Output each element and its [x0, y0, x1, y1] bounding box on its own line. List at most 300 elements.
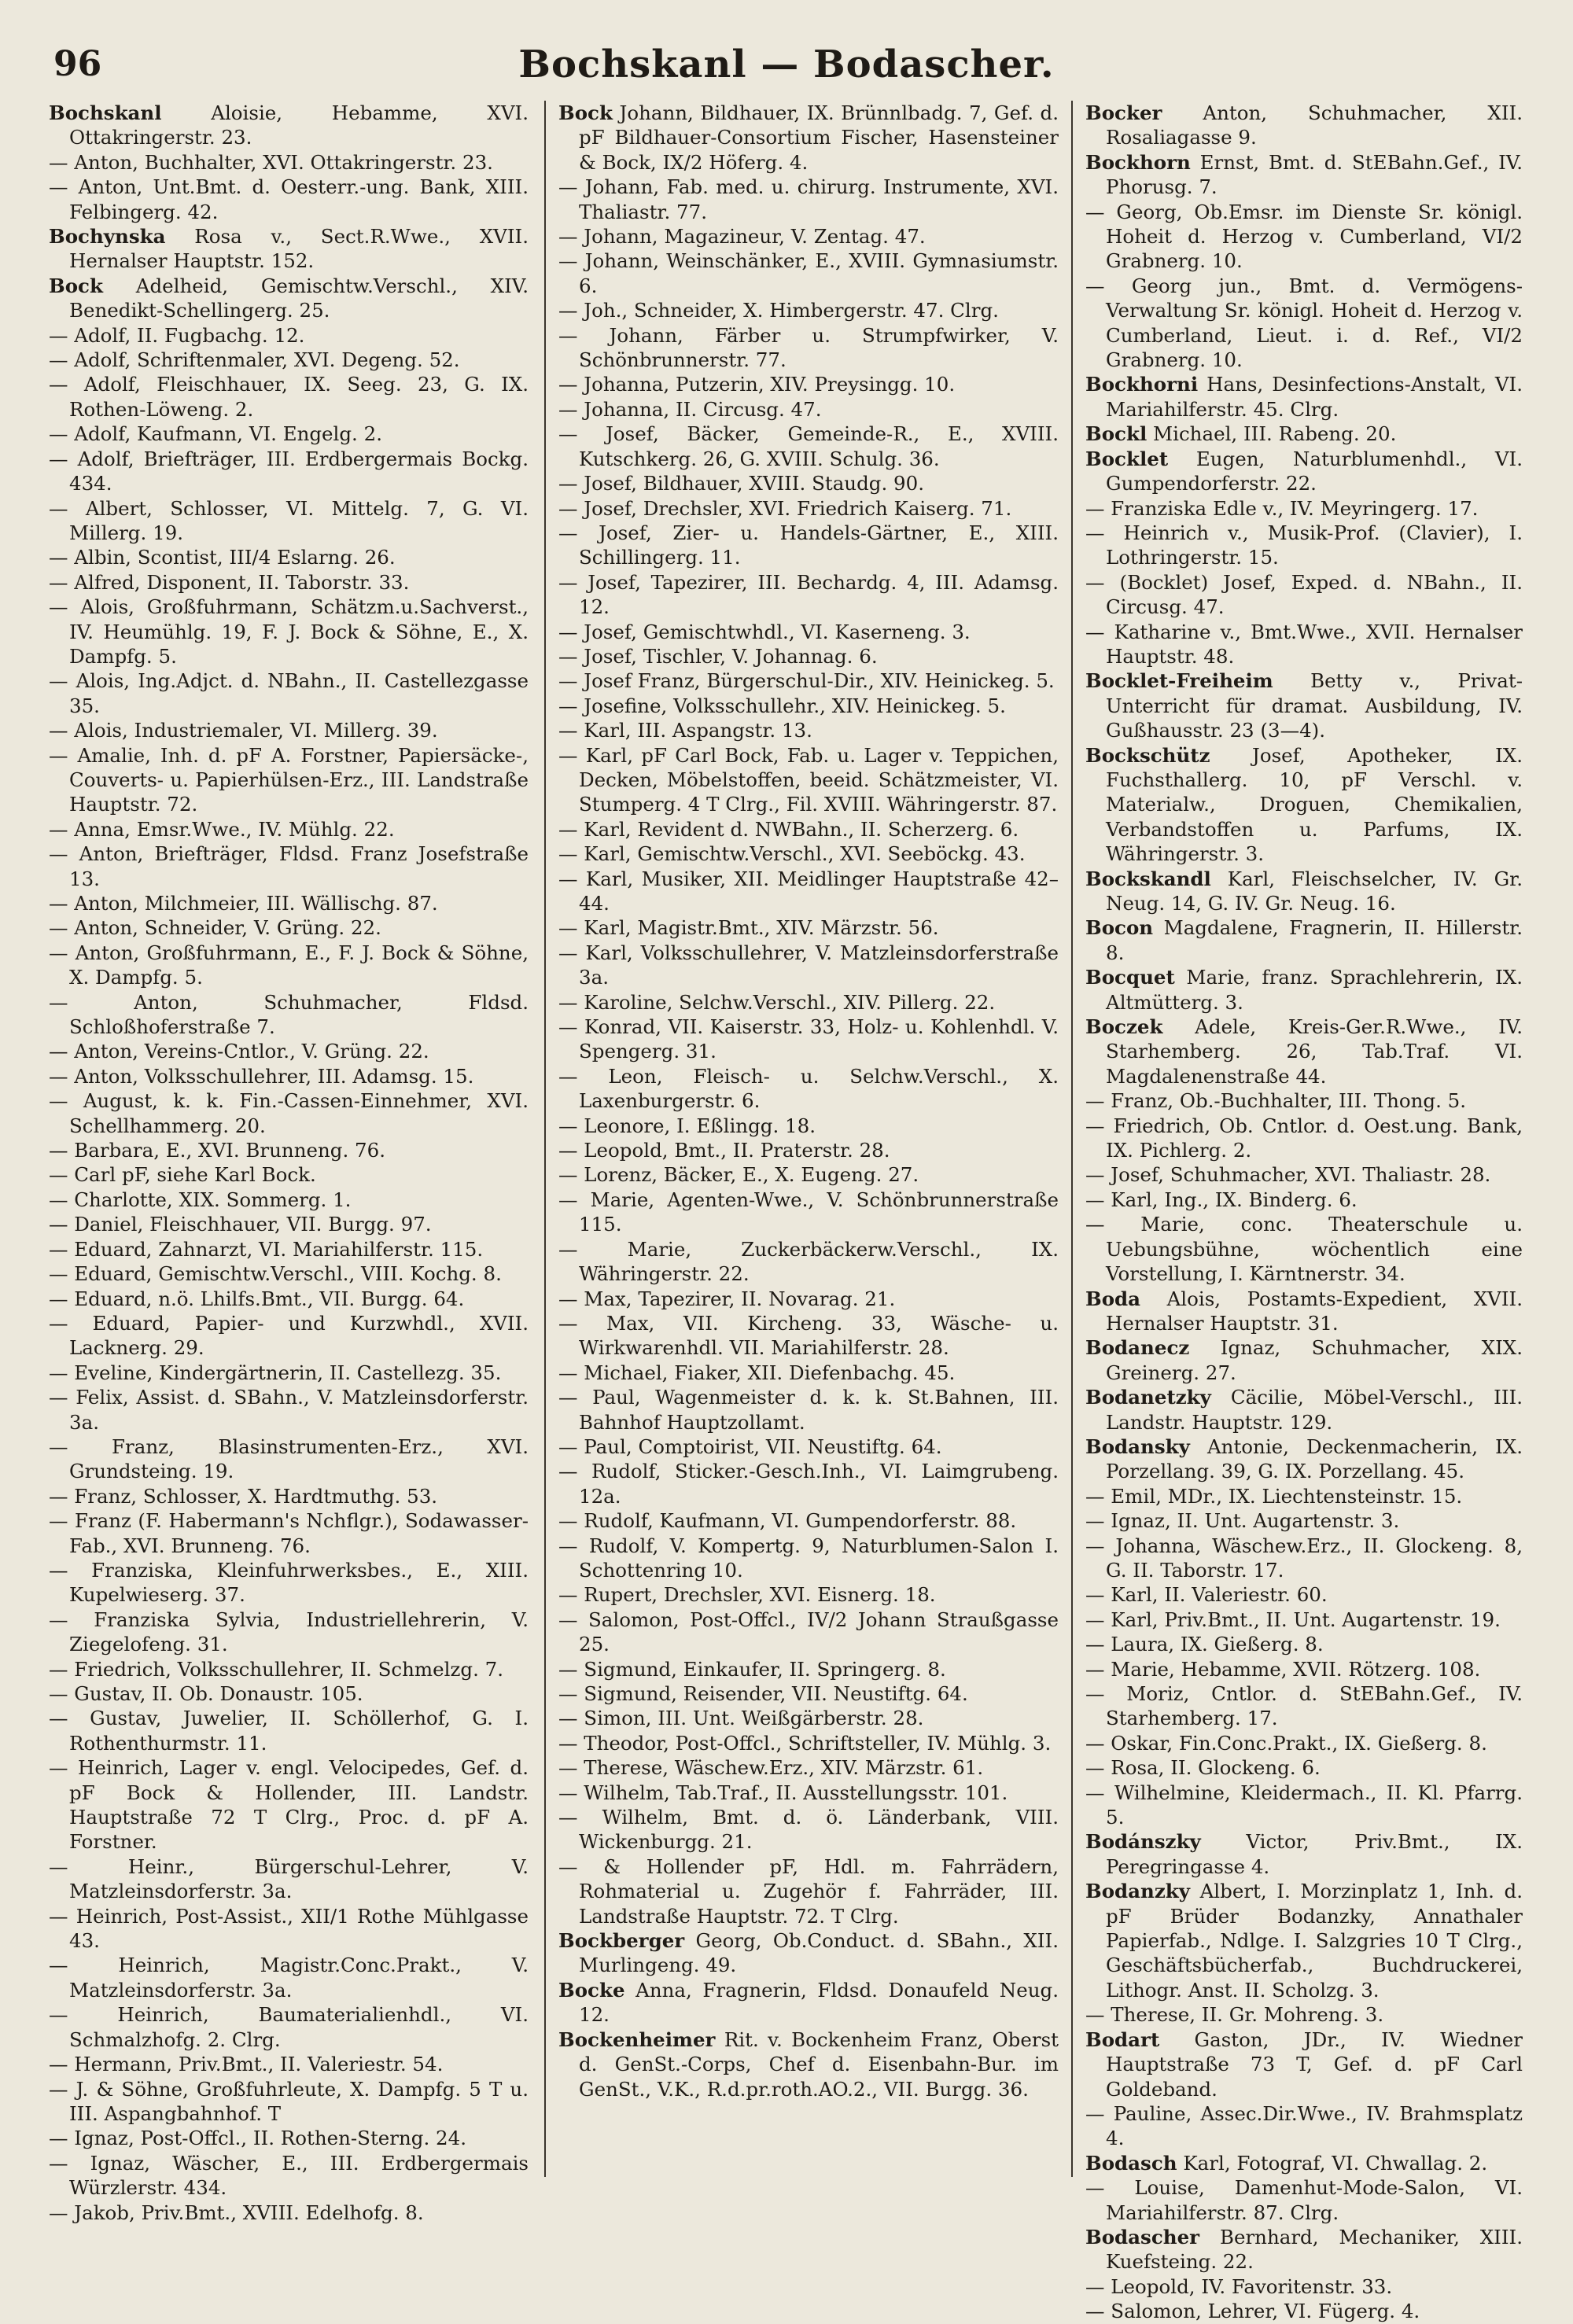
- entry-text: — Franz (F. Habermann's Nchflgr.), Sodawasser-Fab., XVI. Brunneng. 76.: [49, 1509, 529, 1557]
- directory-entry: [1085, 1755, 1523, 1780]
- directory-entry: [558, 570, 1059, 620]
- directory-entry: [49, 1755, 529, 1854]
- entry-surname: Bocquet: [1085, 966, 1175, 989]
- entry-text: — Eduard, Zahnarzt, VI. Mariahilferstr. 115.: [49, 1237, 484, 1261]
- directory-entry: [558, 1459, 1059, 1508]
- directory-entry: [1085, 101, 1523, 150]
- directory-entry: [1085, 274, 1523, 373]
- entry-text: — Anton, Milchmeier, III. Wällischg. 87.: [49, 892, 438, 915]
- directory-entry: [1085, 1731, 1523, 1755]
- directory-entry: [558, 2028, 1059, 2101]
- entry-text: — Alfred, Disponent, II. Taborstr. 33.: [49, 570, 410, 594]
- entry-text: — Leopold, IV. Favoritenstr. 33.: [1085, 2274, 1393, 2298]
- column-2: [558, 101, 1059, 2185]
- entry-text: — Louise, Damenhut-Mode-Salon, VI. Mariahilferstr. 87. Clrg.: [1085, 2176, 1523, 2224]
- entry-text: — Heinrich, Lager v. engl. Velocipedes, Gef. d. pF Bock & Hollender, III. Landstr. Hauptstraße 72 T Clrg., Proc. d. pF A. Forstner.: [49, 1756, 529, 1854]
- entry-surname: Bockhorn: [1085, 150, 1191, 174]
- directory-entry: [1085, 2151, 1523, 2175]
- directory-entry: [558, 1731, 1059, 1755]
- entry-text: — Katharine v., Bmt.Wwe., XVII. Hernalser Hauptstr. 48.: [1085, 620, 1523, 668]
- entry-text: — Paul, Wagenmeister d. k. k. St.Bahnen, III. Bahnhof Hauptzollamt.: [558, 1386, 1059, 1434]
- entry-text: Albert, I. Morzinplatz 1, Inh. d. pF Brüder Bodanzky, Annathaler Papierfab., Ndlge. I. Salzgries 10 T Clrg., Geschäftsbücherfab., Buchdruckerei, Lithogr. Anst. II. Scholzg. 3.: [1106, 1880, 1523, 2002]
- entry-text: — Anna, Emsr.Wwe., IV. Mühlg. 22.: [49, 817, 395, 841]
- entry-text: — Franziska Sylvia, Industriellehrerin, V. Ziegelofeng. 31.: [49, 1608, 529, 1656]
- entry-text: — Marie, Zuckerbäckerw.Verschl., IX. Währingerstr. 22.: [558, 1237, 1059, 1286]
- directory-entry: [49, 2151, 529, 2201]
- entry-text: — Anton, Vereins-Cntlor., V. Grüng. 22.: [49, 1040, 429, 1063]
- page-number: 96: [53, 44, 102, 84]
- directory-entry: [558, 521, 1059, 570]
- entry-text: Cäcilie, Möbel-Verschl., III. Landstr. Hauptstr. 129.: [1106, 1386, 1523, 1434]
- directory-entry: [49, 1138, 529, 1162]
- directory-entry: [49, 2002, 529, 2052]
- entry-surname: Bockskandl: [1085, 867, 1211, 890]
- directory-entry: [558, 1681, 1059, 1706]
- entry-text: — Adolf, Kaufmann, VI. Engelg. 2.: [49, 422, 383, 446]
- directory-entry: [1085, 1385, 1523, 1435]
- entry-text: Karl, Fleischselcher, IV. Gr. Neug. 14, G. IV. Gr. Neug. 16.: [1106, 867, 1523, 915]
- entry-text: Adele, Kreis-Ger.R.Wwe., IV. Starhemberg. 26, Tab.Traf. VI. Magdalenenstraße 44.: [1106, 1015, 1523, 1088]
- entry-text: — Heinrich v., Musik-Prof. (Clavier), I. Lothringerstr. 15.: [1085, 521, 1523, 569]
- directory-entry: [1085, 447, 1523, 496]
- entry-text: Victor, Priv.Bmt., IX. Peregringasse 4.: [1106, 1830, 1523, 1878]
- directory-entry: [558, 1114, 1059, 1138]
- directory-entry: [1085, 2002, 1523, 2027]
- entry-surname: Bocker: [1085, 101, 1162, 124]
- entry-surname: Bodanetzky: [1085, 1386, 1211, 1409]
- directory-entry: [49, 447, 529, 496]
- entry-text: Anna, Fragnerin, Fldsd. Donaufeld Neug. 12.: [579, 1978, 1059, 2027]
- entry-text: — Konrad, VII. Kaiserstr. 33, Holz- u. Kohlenhdl. V. Spengerg. 31.: [558, 1015, 1059, 1063]
- directory-entry: [1085, 2101, 1523, 2151]
- entry-text: — Anton, Buchhalter, XVI. Ottakringerstr. 23.: [49, 150, 493, 174]
- entry-text: — Adolf, Fleischhauer, IX. Seeg. 23, G. IX. Rothen-Löweng. 2.: [49, 373, 529, 421]
- entry-text: — Hermann, Priv.Bmt., II. Valeriestr. 54.: [49, 2053, 444, 2076]
- directory-entry: [558, 1015, 1059, 1064]
- entry-text: — Anton, Unt.Bmt. d. Oesterr.-ung. Bank, XIII. Felbingerg. 42.: [49, 175, 529, 223]
- entry-text: Ernst, Bmt. d. StEBahn.Gef., IV. Phorusg. 7.: [1106, 150, 1523, 199]
- directory-entry: [49, 570, 529, 595]
- entry-surname: Bodasch: [1085, 2151, 1177, 2175]
- entry-surname: Bocon: [1085, 916, 1154, 940]
- directory-entry: [558, 867, 1059, 916]
- directory-entry: [1085, 1114, 1523, 1163]
- directory-entry: [49, 595, 529, 668]
- entry-text: Georg, Ob.Conduct. d. SBahn., XII. Murlingeng. 49.: [579, 1929, 1059, 1977]
- directory-entry: [49, 372, 529, 422]
- directory-entry: [49, 1657, 529, 1681]
- directory-entry: [49, 941, 529, 990]
- directory-entry: [49, 224, 529, 274]
- directory-entry: [49, 718, 529, 742]
- entry-text: — Therese, II. Gr. Mohreng. 3.: [1085, 2003, 1384, 2027]
- directory-entry: [558, 1582, 1059, 1607]
- directory-entry: [49, 1162, 529, 1187]
- column-divider: [544, 101, 546, 2177]
- directory-entry: [1085, 1484, 1523, 1508]
- entry-text: — Johann, Färber u. Strumpfwirker, V. Schönbrunnerstr. 77.: [558, 323, 1059, 372]
- directory-entry: [558, 941, 1059, 990]
- entry-text: — Friedrich, Ob. Cntlor. d. Oest.ung. Bank, IX. Pichlerg. 2.: [1085, 1114, 1523, 1162]
- entry-text: Eugen, Naturblumenhdl., VI. Gumpendorferstr. 22.: [1106, 447, 1523, 495]
- entry-text: — Karl, III. Aspangstr. 13.: [558, 719, 812, 742]
- entry-text: Magdalene, Fragnerin, II. Hillerstr. 8.: [1106, 916, 1523, 964]
- entry-text: — Leonore, I. Eßlingg. 18.: [558, 1114, 816, 1137]
- directory-entry: [1085, 1212, 1523, 1286]
- directory-entry: [49, 422, 529, 446]
- directory-entry: [1085, 1287, 1523, 1336]
- entry-surname: Bocklet-Freiheim: [1085, 669, 1273, 693]
- entry-text: — Anton, Volksschullehrer, III. Adamsg. 15.: [49, 1064, 474, 1088]
- entry-text: Betty v., Privat-Unterricht für dramat. Ausbildung, IV. Gußhausstr. 23 (3—4).: [1106, 669, 1523, 742]
- entry-text: — Anton, Schneider, V. Grüng. 22.: [49, 916, 381, 940]
- entry-surname: Bodart: [1085, 2028, 1160, 2051]
- directory-entry: [1085, 521, 1523, 570]
- directory-entry: [49, 1953, 529, 2002]
- directory-entry: [558, 743, 1059, 817]
- entry-text: — (Bocklet) Josef, Exped. d. NBahn., II. Circusg. 47.: [1085, 570, 1523, 619]
- directory-entry: [1085, 422, 1523, 446]
- directory-entry: [1085, 2274, 1523, 2299]
- entry-text: Bernhard, Mechaniker, XIII. Kuefsteing. 22.: [1106, 2225, 1523, 2274]
- directory-entry: [49, 175, 529, 224]
- entry-text: — Marie, Agenten-Wwe., V. Schönbrunnerstraße 115.: [558, 1188, 1059, 1236]
- entry-text: — Alois, Ing.Adjct. d. NBahn., II. Castellezgasse 35.: [49, 669, 529, 717]
- directory-entry: [1085, 1508, 1523, 1533]
- directory-entry: [49, 496, 529, 546]
- directory-entry: [558, 496, 1059, 521]
- entry-surname: Bodascher: [1085, 2225, 1200, 2248]
- entry-text: — Felix, Assist. d. SBahn., V. Matzleinsdorferstr. 3a.: [49, 1386, 529, 1434]
- entry-text: Adelheid, Gemischtw.Verschl., XIV. Benedikt-Schellingerg. 25.: [69, 274, 529, 322]
- entry-surname: Bockhorni: [1085, 373, 1199, 396]
- directory-entry: [558, 1311, 1059, 1361]
- entry-text: — Heinrich, Magistr.Conc.Prakt., V. Matzleinsdorferstr. 3a.: [49, 1954, 529, 2002]
- directory-entry: [558, 175, 1059, 224]
- entry-text: — Heinrich, Baumaterialienhdl., VI. Schmalzhofg. 2. Clrg.: [49, 2003, 529, 2051]
- entry-text: — August, k. k. Fin.-Cassen-Einnehmer, XVI. Schellhammerg. 20.: [49, 1089, 529, 1137]
- directory-entry: [558, 1064, 1059, 1114]
- entry-text: — Albert, Schlosser, VI. Mittelg. 7, G. VI. Millerg. 19.: [49, 496, 529, 544]
- directory-entry: [558, 1188, 1059, 1237]
- entry-text: — Karl, Priv.Bmt., II. Unt. Augartenstr. 19.: [1085, 1608, 1501, 1631]
- entry-text: — Carl pF, siehe Karl Bock.: [49, 1163, 316, 1187]
- entry-text: — Josef, Schuhmacher, XVI. Thaliastr. 28.: [1085, 1163, 1491, 1187]
- entry-surname: Bodansky: [1085, 1435, 1190, 1458]
- directory-entry: [1085, 1608, 1523, 1632]
- entry-text: — Karl, Revident d. NWBahn., II. Scherzerg. 6.: [558, 817, 1019, 841]
- entry-text: — Josef, Gemischtwhdl., VI. Kaserneng. 3.: [558, 620, 971, 643]
- entry-surname: Bock: [49, 274, 103, 297]
- entry-text: Johann, Bildhauer, IX. Brünnlbadg. 7, Gef. d. pF Bildhauer-Consortium Fischer, Hasensteiner & Bock, IX/2 Höferg. 4.: [579, 101, 1059, 174]
- directory-entry: [558, 1608, 1059, 1657]
- entry-text: — Lorenz, Bäcker, E., X. Eugeng. 27.: [558, 1163, 919, 1187]
- entry-surname: Bockl: [1085, 422, 1148, 446]
- directory-entry: [558, 1805, 1059, 1854]
- directory-entry: [49, 1212, 529, 1236]
- directory-entry: [49, 2052, 529, 2076]
- directory-entry: [558, 1508, 1059, 1533]
- entry-text: — Franz, Blasinstrumenten-Erz., XVI. Grundsteing. 19.: [49, 1435, 529, 1483]
- directory-entry: [1085, 743, 1523, 867]
- directory-entry: [1085, 965, 1523, 1015]
- directory-entry: [49, 545, 529, 569]
- entry-text: — Leon, Fleisch- u. Selchw.Verschl., X. Laxenburgerstr. 6.: [558, 1064, 1059, 1113]
- directory-entry: [49, 1904, 529, 1954]
- entry-text: — Karl, Magistr.Bmt., XIV. Märzstr. 56.: [558, 916, 939, 940]
- directory-entry: [1085, 915, 1523, 965]
- directory-entry: [558, 990, 1059, 1015]
- entry-text: — Eduard, Papier- und Kurzwhdl., XVII. Lacknerg. 29.: [49, 1311, 529, 1360]
- directory-entry: [558, 372, 1059, 396]
- directory-entry: [558, 1755, 1059, 1780]
- directory-entry: [1085, 1582, 1523, 1607]
- directory-entry: [49, 348, 529, 372]
- directory-entry: [1085, 1015, 1523, 1088]
- entry-text: — Josef Franz, Bürgerschul-Dir., XIV. Heinickeg. 5.: [558, 669, 1055, 693]
- entry-text: — Johann, Fab. med. u. chirurg. Instrumente, XVI. Thaliastr. 77.: [558, 175, 1059, 223]
- entry-text: — Anton, Briefträger, Fldsd. Franz Josefstraße 13.: [49, 842, 529, 890]
- entry-text: — Josef, Tapezirer, III. Bechardg. 4, III. Adamsg. 12.: [558, 570, 1059, 619]
- directory-entry: [1085, 1829, 1523, 1879]
- directory-entry: [558, 842, 1059, 866]
- entry-text: — Max, Tapezirer, II. Novarag. 21.: [558, 1287, 896, 1310]
- directory-entry: [49, 1681, 529, 1706]
- directory-entry: [1085, 1632, 1523, 1656]
- directory-entry: [558, 323, 1059, 373]
- directory-entry: [1085, 2028, 1523, 2101]
- entry-text: — Sigmund, Reisender, VII. Neustiftg. 64.: [558, 1682, 968, 1705]
- directory-entry: [558, 668, 1059, 693]
- entry-surname: Bockberger: [558, 1929, 685, 1953]
- directory-entry: [558, 1657, 1059, 1681]
- directory-entry: [49, 1088, 529, 1138]
- entry-text: — & Hollender pF, Hdl. m. Fahrrädern, Rohmaterial u. Zugehör f. Fahrräder, III. Landstraße Hauptstr. 72. T Clrg.: [558, 1854, 1059, 1928]
- directory-entry: [1085, 1188, 1523, 1212]
- directory-entry: [1085, 668, 1523, 742]
- entry-text: Rosa v., Sect.R.Wwe., XVII. Hernalser Hauptstr. 152.: [69, 225, 529, 273]
- entry-text: Josef, Apotheker, IX. Fuchsthallerg. 10, pF Verschl. v. Materialw., Droguen, Chemikalien, Verbandstoffen u. Parfums, IX. Währingerstr. 3.: [1106, 743, 1523, 866]
- running-title: Bochskanl — Bodascher.: [518, 42, 1055, 87]
- entry-surname: Bocklet: [1085, 447, 1169, 470]
- directory-entry: [1085, 2225, 1523, 2274]
- entry-surname: Bodanecz: [1085, 1336, 1190, 1360]
- directory-entry: [1085, 1781, 1523, 1830]
- entry-text: — Georg, Ob.Emsr. im Dienste Sr. königl. Hoheit d. Herzog v. Cumberland, VI/2 Grabnerg. 10.: [1085, 200, 1523, 273]
- entry-text: — Johanna, Putzerin, XIV. Preysingg. 10.: [558, 373, 956, 396]
- directory-entry: [49, 1064, 529, 1088]
- directory-entry: [1085, 1879, 1523, 2002]
- directory-entry: [558, 694, 1059, 718]
- directory-entry: [1085, 1435, 1523, 1484]
- entry-surname: Bockenheimer: [558, 2028, 716, 2051]
- directory-entry: [1085, 1657, 1523, 1681]
- directory-entry: [1085, 867, 1523, 916]
- entry-text: Rit. v. Bockenheim Franz, Oberst d. GenSt.-Corps, Chef d. Eisenbahn-Bur. im GenSt., V.K., R.d.pr.roth.AO.2., VII. Burgg. 36.: [579, 2028, 1059, 2101]
- entry-text: — Adolf, Briefträger, III. Erdbergermais Bockg. 434.: [49, 447, 529, 495]
- entry-text: — Marie, Hebamme, XVII. Rötzerg. 108.: [1085, 1657, 1481, 1681]
- entry-text: — Albin, Scontist, III/4 Eslarng. 26.: [49, 546, 396, 569]
- entry-text: — Johanna, II. Circusg. 47.: [558, 397, 822, 421]
- directory-entry: [558, 620, 1059, 644]
- directory-entry: [49, 1608, 529, 1657]
- entry-text: — Eduard, n.ö. Lhilfs.Bmt., VII. Burgg. 64.: [49, 1287, 465, 1310]
- entry-surname: Boda: [1085, 1287, 1141, 1310]
- directory-entry: [49, 150, 529, 175]
- directory-entry: [1085, 1681, 1523, 1731]
- entry-text: Marie, franz. Sprachlehrerin, IX. Altmütterg. 3.: [1106, 966, 1523, 1014]
- directory-entry: [49, 1287, 529, 1311]
- directory-entry: [558, 1435, 1059, 1459]
- directory-entry: [558, 224, 1059, 249]
- entry-surname: Bodanzky: [1085, 1880, 1190, 1903]
- directory-entry: [558, 1385, 1059, 1435]
- entry-text: — Josef, Drechsler, XVI. Friedrich Kaiserg. 71.: [558, 496, 1012, 520]
- entry-text: — Josefine, Volksschullehr., XIV. Heinickeg. 5.: [558, 694, 1006, 717]
- entry-text: Anton, Schuhmacher, XII. Rosaliagasse 9.: [1106, 101, 1523, 149]
- directory-columns: [49, 101, 1524, 2323]
- entry-text: — Rudolf, Kaufmann, VI. Gumpendorferstr. 88.: [558, 1509, 1017, 1533]
- entry-text: — Adolf, II. Fugbachg. 12.: [49, 323, 305, 347]
- entry-text: — Theodor, Post-Offcl., Schriftsteller, IV. Mühlg. 3.: [558, 1731, 1052, 1755]
- entry-surname: Bock: [558, 101, 613, 124]
- entry-text: — Oskar, Fin.Conc.Prakt., IX. Gießerg. 8.: [1085, 1731, 1487, 1755]
- directory-entry: [49, 1311, 529, 1361]
- entry-surname: Bodánszky: [1085, 1830, 1201, 1854]
- entry-text: — Amalie, Inh. d. pF A. Forstner, Papiersäcke-, Couverts- u. Papierhülsen-Erz., III. Landstraße Hauptstr. 72.: [49, 743, 529, 816]
- entry-surname: Bocke: [558, 1978, 625, 2002]
- entry-text: — Josef, Bildhauer, XVIII. Staudg. 90.: [558, 472, 924, 495]
- entry-text: — Johann, Magazineur, V. Zentag. 47.: [558, 225, 926, 249]
- entry-text: Hans, Desinfections-Anstalt, VI. Mariahilferstr. 45. Clrg.: [1106, 373, 1523, 421]
- column-1: [49, 101, 529, 2224]
- entry-text: — J. & Söhne, Großfuhrleute, X. Dampfg. 5 T u. III. Aspangbahnhof. T: [49, 2077, 529, 2125]
- entry-text: Ignaz, Schuhmacher, XIX. Greinerg. 27.: [1106, 1336, 1523, 1384]
- entry-surname: Bochskanl: [49, 101, 162, 124]
- directory-entry: [49, 1361, 529, 1385]
- entry-text: — Josef, Bäcker, Gemeinde-R., E., XVIII. Kutschkerg. 26, G. XVIII. Schulg. 36.: [558, 422, 1059, 470]
- directory-entry: [49, 743, 529, 817]
- column-divider: [1071, 101, 1073, 2177]
- entry-text: — Rosa, II. Glockeng. 6.: [1085, 1756, 1321, 1780]
- entry-text: — Ignaz, II. Unt. Augartenstr. 3.: [1085, 1509, 1400, 1533]
- directory-entry: [558, 718, 1059, 742]
- entry-text: — Paul, Comptoirist, VII. Neustiftg. 64.: [558, 1435, 942, 1458]
- entry-text: — Wilhelmine, Kleidermach., II. Kl. Pfarrg. 5.: [1085, 1781, 1523, 1829]
- directory-entry: [1085, 496, 1523, 521]
- entry-text: — Marie, conc. Theaterschule u. Uebungsbühne, wöchentlich eine Vorstellung, I. Kärntnerstr. 34.: [1085, 1213, 1523, 1286]
- directory-entry: [1085, 150, 1523, 200]
- directory-entry: [558, 1534, 1059, 1583]
- directory-entry: [49, 323, 529, 348]
- directory-entry: [49, 1558, 529, 1608]
- entry-text: — Johann, Weinschänker, E., XVIII. Gymnasiumstr. 6.: [558, 249, 1059, 297]
- directory-entry: [49, 668, 529, 718]
- entry-text: — Rudolf, Sticker.-Gesch.Inh., VI. Laimgrubeng. 12a.: [558, 1460, 1059, 1508]
- directory-entry: [49, 1261, 529, 1286]
- entry-text: — Max, VII. Kircheng. 33, Wäsche- u. Wirkwarenhdl. VII. Mariahilferstr. 28.: [558, 1311, 1059, 1360]
- directory-entry: [558, 422, 1059, 471]
- entry-text: — Johanna, Wäschew.Erz., II. Glockeng. 8, G. II. Taborstr. 17.: [1085, 1534, 1523, 1582]
- directory-entry: [49, 1039, 529, 1063]
- entry-text: — Simon, III. Unt. Weißgärberstr. 28.: [558, 1707, 924, 1730]
- directory-entry: [49, 1237, 529, 1261]
- directory-entry: [49, 817, 529, 842]
- directory-entry: [49, 1188, 529, 1212]
- directory-entry: [558, 471, 1059, 495]
- entry-surname: Boczek: [1085, 1015, 1163, 1039]
- directory-entry: [49, 1706, 529, 1755]
- directory-entry: [1085, 570, 1523, 620]
- directory-entry: [558, 1237, 1059, 1287]
- entry-text: — Jakob, Priv.Bmt., XVIII. Edelhofg. 8.: [49, 2201, 424, 2224]
- directory-entry: [1085, 1162, 1523, 1187]
- directory-entry: [49, 2126, 529, 2150]
- entry-text: — Karl, Gemischtw.Verschl., XVI. Seeböckg. 43.: [558, 842, 1026, 866]
- directory-entry: [49, 1484, 529, 1508]
- directory-entry: [49, 2077, 529, 2127]
- entry-text: — Heinr., Bürgerschul-Lehrer, V. Matzleinsdorferstr. 3a.: [49, 1854, 529, 1903]
- directory-entry: [558, 1162, 1059, 1187]
- directory-entry: [49, 915, 529, 940]
- directory-entry: [558, 101, 1059, 175]
- entry-text: — Salomon, Lehrer, VI. Fügerg. 4.: [1085, 2300, 1420, 2323]
- directory-entry: [558, 1781, 1059, 1805]
- entry-text: — Eduard, Gemischtw.Verschl., VIII. Kochg. 8.: [49, 1262, 502, 1286]
- entry-text: — Pauline, Assec.Dir.Wwe., IV. Brahmsplatz 4.: [1085, 2101, 1523, 2150]
- entry-text: — Georg jun., Bmt. d. Vermögens-Verwaltung Sr. königl. Hoheit d. Herzog v. Cumberland, Lieut. i. d. Ref., VI/2 Grabnerg. 10.: [1085, 274, 1523, 372]
- entry-surname: Bochynska: [49, 225, 166, 249]
- directory-entry: [558, 1361, 1059, 1385]
- entry-text: — Alois, Großfuhrmann, Schätzm.u.Sachverst., IV. Heumühlg. 19, F. J. Bock & Söhne, E., X. Dampfg. 5.: [49, 595, 529, 668]
- entry-text: — Franziska, Kleinfuhrwerksbes., E., XIII. Kupelwieserg. 37.: [49, 1558, 529, 1607]
- directory-entry: [558, 249, 1059, 298]
- directory-entry: [558, 1706, 1059, 1730]
- directory-entry: [49, 1854, 529, 1904]
- entry-text: — Sigmund, Einkaufer, II. Springerg. 8.: [558, 1657, 946, 1681]
- entry-text: — Adolf, Schriftenmaler, XVI. Degeng. 52.: [49, 348, 460, 372]
- entry-text: — Karl, Musiker, XII. Meidlinger Hauptstraße 42–44.: [558, 867, 1059, 915]
- entry-text: — Wilhelm, Bmt. d. ö. Länderbank, VIII. Wickenburgg. 21.: [558, 1806, 1059, 1854]
- entry-text: — Moriz, Cntlor. d. StEBahn.Gef., IV. Starhemberg. 17.: [1085, 1682, 1523, 1730]
- directory-entry: [1085, 620, 1523, 669]
- entry-text: Antonie, Deckenmacherin, IX. Porzellang. 39, G. IX. Porzellang. 45.: [1106, 1435, 1523, 1483]
- entry-text: Gaston, JDr., IV. Wiedner Hauptstraße 73 T, Gef. d. pF Carl Goldeband.: [1106, 2028, 1523, 2101]
- entry-text: — Barbara, E., XVI. Brunneng. 76.: [49, 1139, 385, 1162]
- entry-text: — Karl, pF Carl Bock, Fab. u. Lager v. Teppichen, Decken, Möbelstoffen, beeid. Schätzmeister, VI. Stumperg. 4 T Clrg., Fil. XVIII. Währingerstr. 87.: [558, 743, 1059, 816]
- entry-text: — Therese, Wäschew.Erz., XIV. Märzstr. 61.: [558, 1756, 984, 1780]
- directory-entry: [49, 1435, 529, 1484]
- directory-entry: [558, 915, 1059, 940]
- entry-text: Michael, III. Rabeng. 20.: [1147, 422, 1397, 446]
- entry-text: — Anton, Schuhmacher, Fldsd. Schloßhoferstraße 7.: [49, 990, 529, 1039]
- column-3: [1085, 101, 1523, 2323]
- entry-text: — Ignaz, Wäscher, E., III. Erdbergermais Würzlerstr. 434.: [49, 2151, 529, 2200]
- entry-text: — Karl, II. Valeriestr. 60.: [1085, 1583, 1328, 1607]
- entry-text: — Daniel, Fleischhauer, VII. Burgg. 97.: [49, 1213, 432, 1236]
- entry-text: — Gustav, Juwelier, II. Schöllerhof, G. I. Rothenthurmstr. 11.: [49, 1707, 529, 1755]
- entry-text: — Franz, Ob.-Buchhalter, III. Thong. 5.: [1085, 1089, 1467, 1113]
- directory-entry: [49, 1508, 529, 1558]
- directory-entry: [558, 1978, 1059, 2028]
- entry-text: — Rudolf, V. Kompertg. 9, Naturblumen-Salon I. Schottenring 10.: [558, 1534, 1059, 1582]
- entry-text: — Gustav, II. Ob. Donaustr. 105.: [49, 1682, 363, 1705]
- directory-entry: [1085, 2175, 1523, 2225]
- directory-entry: [49, 274, 529, 323]
- entry-text: — Ignaz, Post-Offcl., II. Rothen-Sterng. 24.: [49, 2127, 467, 2150]
- directory-entry: [558, 1287, 1059, 1311]
- entry-text: — Friedrich, Volksschullehrer, II. Schmelzg. 7.: [49, 1657, 504, 1681]
